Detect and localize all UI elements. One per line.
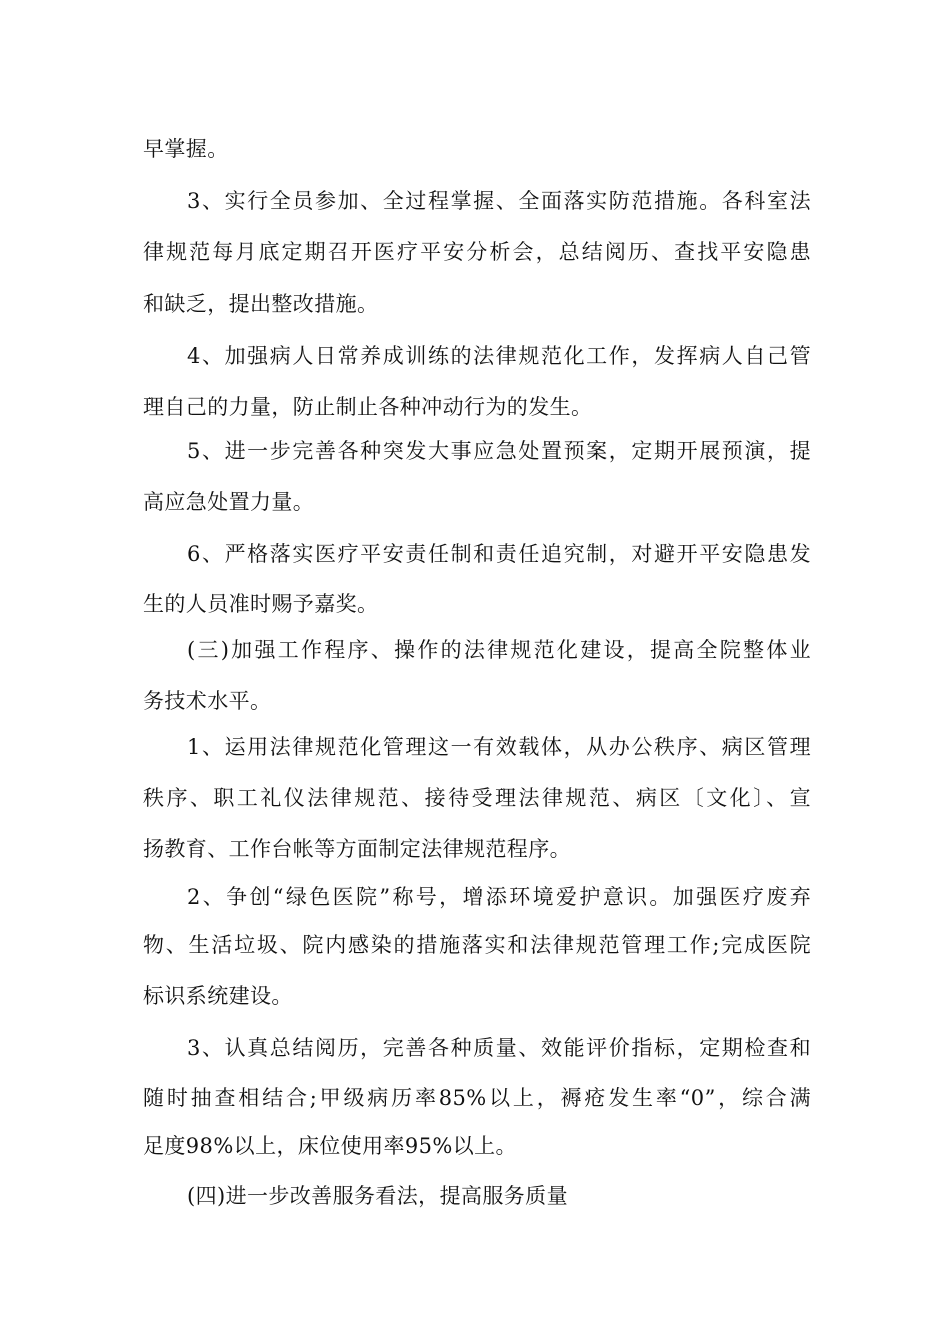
text-line: 律规范每月底定期召开医疗平安分析会，总结阅历、查找平安隐患 (143, 240, 811, 264)
text-line: 高应急处置力量。 (143, 490, 315, 514)
text-line: 物、生活垃圾、院内感染的措施落实和法律规范管理工作;完成医院 (143, 933, 811, 957)
text-line: 1、运用法律规范化管理这一有效载体，从办公秩序、病区管理 (187, 735, 811, 759)
text-line: 足度98%以上，床位使用率95%以上。 (143, 1134, 517, 1158)
text-line: 随时抽查相结合;甲级病历率85%以上，褥疮发生率“0”，综合满 (143, 1086, 811, 1110)
text-line: 和缺乏，提出整改措施。 (143, 292, 379, 316)
section-heading: (四)进一步改善服务看法，提高服务质量 (187, 1184, 568, 1208)
text-line: 理自己的力量，防止制止各种冲动行为的发生。 (143, 395, 593, 419)
text-line: 3、认真总结阅历，完善各种质量、效能评价指标，定期检查和 (187, 1036, 811, 1060)
text-line: 扬教育、工作台帐等方面制定法律规范程序。 (143, 837, 571, 861)
text-line: 3、实行全员参加、全过程掌握、全面落实防范措施。各科室法 (187, 189, 811, 213)
text-line: 生的人员准时赐予嘉奖。 (143, 592, 379, 616)
text-line: 2、争创“绿色医院”称号，增添环境爱护意识。加强医疗废弃 (187, 885, 811, 909)
text-line: 5、进一步完善各种突发大事应急处置预案，定期开展预演，提 (187, 439, 811, 463)
text-line: 6、严格落实医疗平安责任制和责任追究制，对避开平安隐患发 (187, 542, 811, 566)
text-line: 早掌握。 (143, 137, 229, 161)
section-heading: (三)加强工作程序、操作的法律规范化建设，提高全院整体业 (187, 638, 811, 662)
text-line: 4、加强病人日常养成训练的法律规范化工作，发挥病人自己管 (187, 344, 811, 368)
text-line: 标识系统建设。 (143, 984, 293, 1008)
text-line: 务技术水平。 (143, 689, 272, 713)
text-line: 秩序、职工礼仪法律规范、接待受理法律规范、病区〔文化〕、宣 (143, 786, 811, 810)
